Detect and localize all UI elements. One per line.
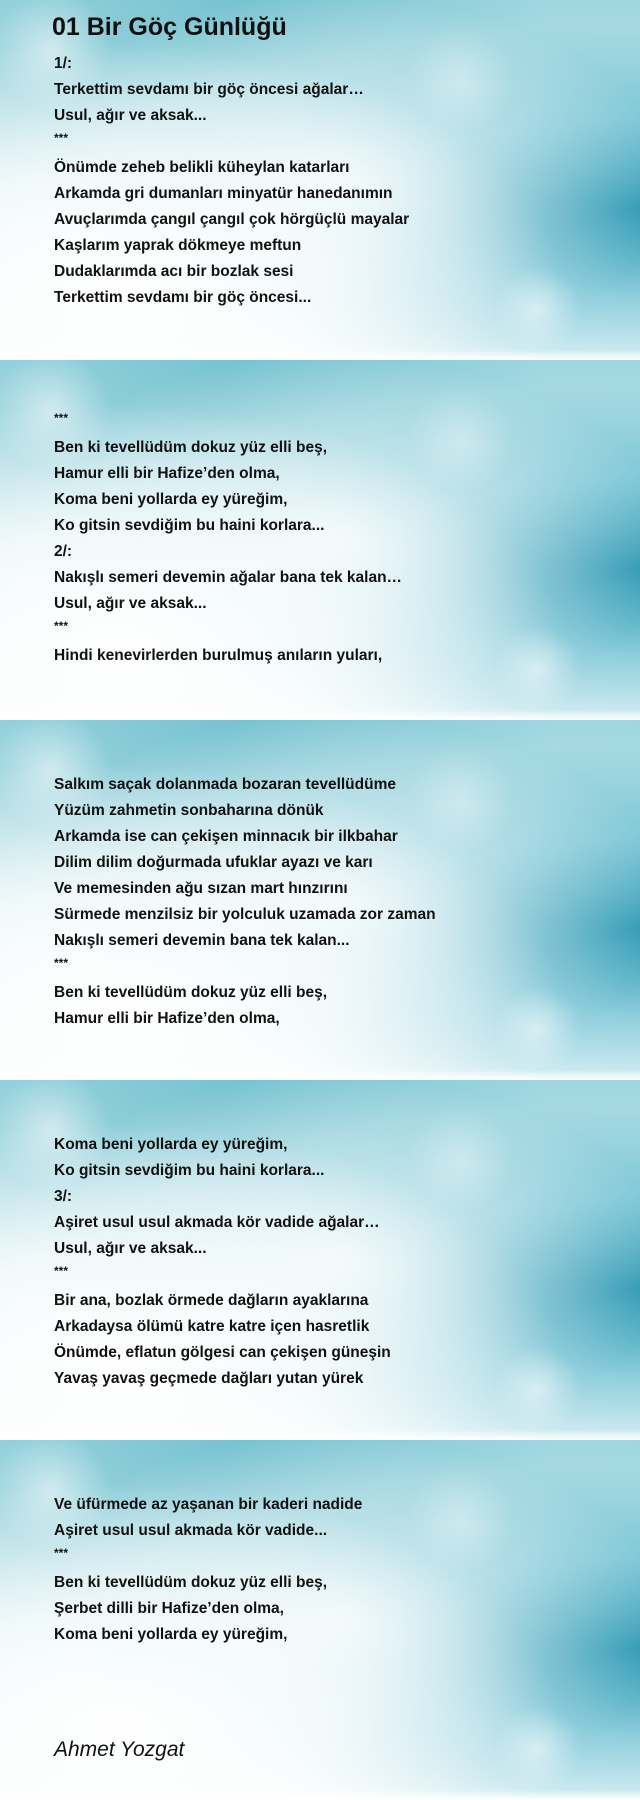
poem-panel-3 bbox=[0, 720, 640, 1080]
poem-panel-1 bbox=[0, 0, 640, 360]
poem-line: Önümde zeheb belikli küheylan katarları bbox=[54, 159, 350, 176]
poem-line: Önümde, eflatun gölgesi can çekişen güneşin bbox=[54, 1344, 391, 1361]
author-signature: Ahmet Yozgat bbox=[54, 1738, 185, 1761]
poem-line: Şerbet dilli bir Hafize’den olma, bbox=[54, 1600, 284, 1617]
poem-line: Sürmede menzilsiz bir yolculuk uzamada zor zaman bbox=[54, 906, 436, 923]
poem-line: Dilim dilim doğurmada ufuklar ayazı ve karı bbox=[54, 854, 373, 871]
poem-line: Hamur elli bir Hafize’den olma, bbox=[54, 1010, 280, 1027]
poem-line: Ben ki tevellüdüm dokuz yüz elli beş, bbox=[54, 439, 328, 456]
stanza-block-1 bbox=[54, 51, 409, 311]
stanza-block-5 bbox=[54, 1492, 362, 1648]
poem-line: Bir ana, bozlak örmede dağların ayaklarına bbox=[54, 1292, 369, 1309]
poem-line: Usul, ağır ve aksak... bbox=[54, 1240, 207, 1257]
poem-panel-2 bbox=[0, 360, 640, 720]
stanza-block-4 bbox=[54, 1132, 391, 1392]
poem-line: Aşiret usul usul akmada kör vadide... bbox=[54, 1522, 328, 1539]
poem-line: Dudaklarımda acı bir bozlak sesi bbox=[54, 263, 294, 280]
poem-line: Koma beni yollarda ey yüreğim, bbox=[54, 1626, 288, 1643]
poem-line: Salkım saçak dolanmada bozaran tevellüdüme bbox=[54, 776, 396, 793]
poem-line: 1/: bbox=[54, 55, 73, 72]
poem-line: Avuçlarımda çangıl çangıl çok hörgüçlü mayalar bbox=[54, 211, 410, 228]
stanza-separator: *** bbox=[54, 411, 69, 425]
poem-title: 01 Bir Göç Günlüğü bbox=[52, 13, 287, 41]
poem-line: Yüzüm zahmetin sonbaharına dönük bbox=[54, 802, 324, 819]
poem-line: Aşiret usul usul akmada kör vadide ağalar… bbox=[54, 1214, 380, 1231]
poem-line: Koma beni yollarda ey yüreğim, bbox=[54, 1136, 288, 1153]
poem-line: Nakışlı semeri devemin ağalar bana tek kalan… bbox=[54, 569, 403, 586]
stanza-block-3 bbox=[54, 772, 436, 1032]
poem-line: Usul, ağır ve aksak... bbox=[54, 107, 207, 124]
poem-line: Koma beni yollarda ey yüreğim, bbox=[54, 491, 288, 508]
poem-line: Kaşlarım yaprak dökmeye meftun bbox=[54, 237, 302, 254]
poem-line: Hindi kenevirlerden burulmuş anıların yuları, bbox=[54, 647, 383, 664]
stanza-separator: *** bbox=[54, 619, 69, 633]
poem-line: Ve üfürmede az yaşanan bir kaderi nadide bbox=[54, 1496, 363, 1513]
poem-line: Terkettim sevdamı bir göç öncesi... bbox=[54, 289, 312, 306]
poem-panel-4 bbox=[0, 1080, 640, 1440]
poem-line: Yavaş yavaş geçmede dağları yutan yürek bbox=[54, 1370, 364, 1387]
stanza-block-2 bbox=[54, 409, 402, 669]
poem-line: Nakışlı semeri devemin bana tek kalan... bbox=[54, 932, 350, 949]
poem-line: Usul, ağır ve aksak... bbox=[54, 595, 207, 612]
stanza-separator: *** bbox=[54, 131, 69, 145]
poem-line: 2/: bbox=[54, 543, 73, 560]
poem-line: Hamur elli bir Hafize’den olma, bbox=[54, 465, 280, 482]
stanza-separator: *** bbox=[54, 956, 69, 970]
poem-line: Terkettim sevdamı bir göç öncesi ağalar… bbox=[54, 81, 364, 98]
stanza-separator: *** bbox=[54, 1546, 69, 1560]
poem-line: Arkamda ise can çekişen minnacık bir ilkbahar bbox=[54, 828, 398, 845]
poem-line: Ben ki tevellüdüm dokuz yüz elli beş, bbox=[54, 984, 328, 1001]
poem-line: Arkadaysa ölümü katre katre içen hasretlik bbox=[54, 1318, 370, 1335]
poem-line: Arkamda gri dumanları minyatür hanedanımın bbox=[54, 185, 393, 202]
poem-line: Ko gitsin sevdiğim bu haini korlara... bbox=[54, 517, 325, 534]
stanza-separator: *** bbox=[54, 1264, 69, 1278]
poem-line: Ben ki tevellüdüm dokuz yüz elli beş, bbox=[54, 1574, 328, 1591]
poem-line: 3/: bbox=[54, 1188, 73, 1205]
poem-line: Ve memesinden ağu sızan mart hınzırını bbox=[54, 880, 348, 897]
poem-line: Ko gitsin sevdiğim bu haini korlara... bbox=[54, 1162, 325, 1179]
